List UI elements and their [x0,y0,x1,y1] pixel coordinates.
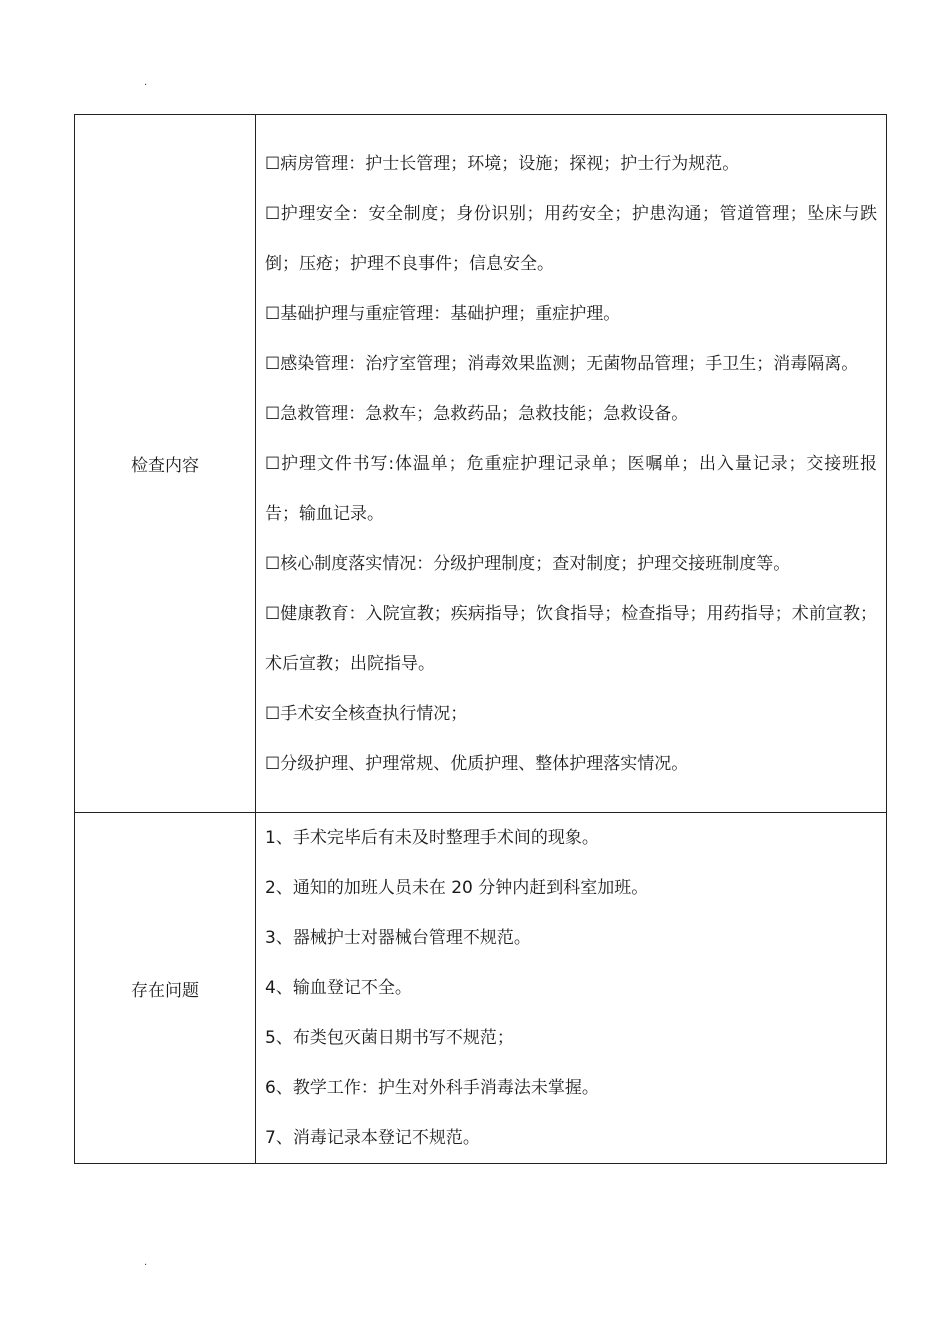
problem-item-6: 6、教学工作：护生对外科手消毒法未掌握。 [265,1078,599,1098]
page-dot-bottom: . [144,1257,148,1268]
content-item-core-systems: ☐核心制度落实情况：分级护理制度；查对制度；护理交接班制度等。 [265,553,791,574]
inspection-content-cell [256,115,887,813]
content-item-health-education: ☐健康教育：入院宣教；疾病指导；饮食指导；检查指导；用药指导；术前宣教；术后宣教；出院指导。 [265,603,877,674]
problem-item-2: 2、通知的加班人员未在 20 分钟内赶到科室加班。 [265,878,649,898]
content-item-infection-management: ☐感染管理：治疗室管理；消毒效果监测；无菌物品管理；手卫生；消毒隔离。 [265,353,859,374]
inspection-table [74,114,887,1164]
existing-problems-label: 存在问题 [75,813,256,1164]
problem-item-5: 5、布类包灭菌日期书写不规范； [265,1028,514,1048]
page-dot-top: . [144,77,148,88]
content-item-surgical-safety-check: ☐手术安全核查执行情况； [265,703,468,724]
problem-item-7: 7、消毒记录本登记不规范。 [265,1128,480,1148]
content-item-nursing-documents: ☐护理文件书写:体温单；危重症护理记录单；医嘱单；出入量记录；交接班报告；输血记录。 [265,453,877,524]
problem-item-3: 3、器械护士对器械台管理不规范。 [265,928,531,948]
existing-problems-cell [256,813,887,1164]
inspection-content-row [75,115,887,813]
problem-item-4: 4、输血登记不全。 [265,978,412,998]
content-item-nursing-safety: ☐护理安全：安全制度；身份识别；用药安全；护患沟通；管道管理；坠床与跌倒；压疮；护理不良事件；信息安全。 [265,203,877,274]
existing-problems-row [75,813,887,1164]
content-item-basic-critical-care: ☐基础护理与重症管理：基础护理；重症护理。 [265,303,621,324]
content-item-ward-management: ☐病房管理：护士长管理；环境；设施；探视；护士行为规范。 [265,153,740,174]
content-item-graded-nursing: ☐分级护理、护理常规、优质护理、整体护理落实情况。 [265,753,689,774]
inspection-content-label: 检查内容 [75,115,256,813]
content-item-emergency-management: ☐急救管理：急救车；急救药品；急救技能；急救设备。 [265,403,689,424]
problem-item-1: 1、手术完毕后有未及时整理手术间的现象。 [265,828,599,848]
